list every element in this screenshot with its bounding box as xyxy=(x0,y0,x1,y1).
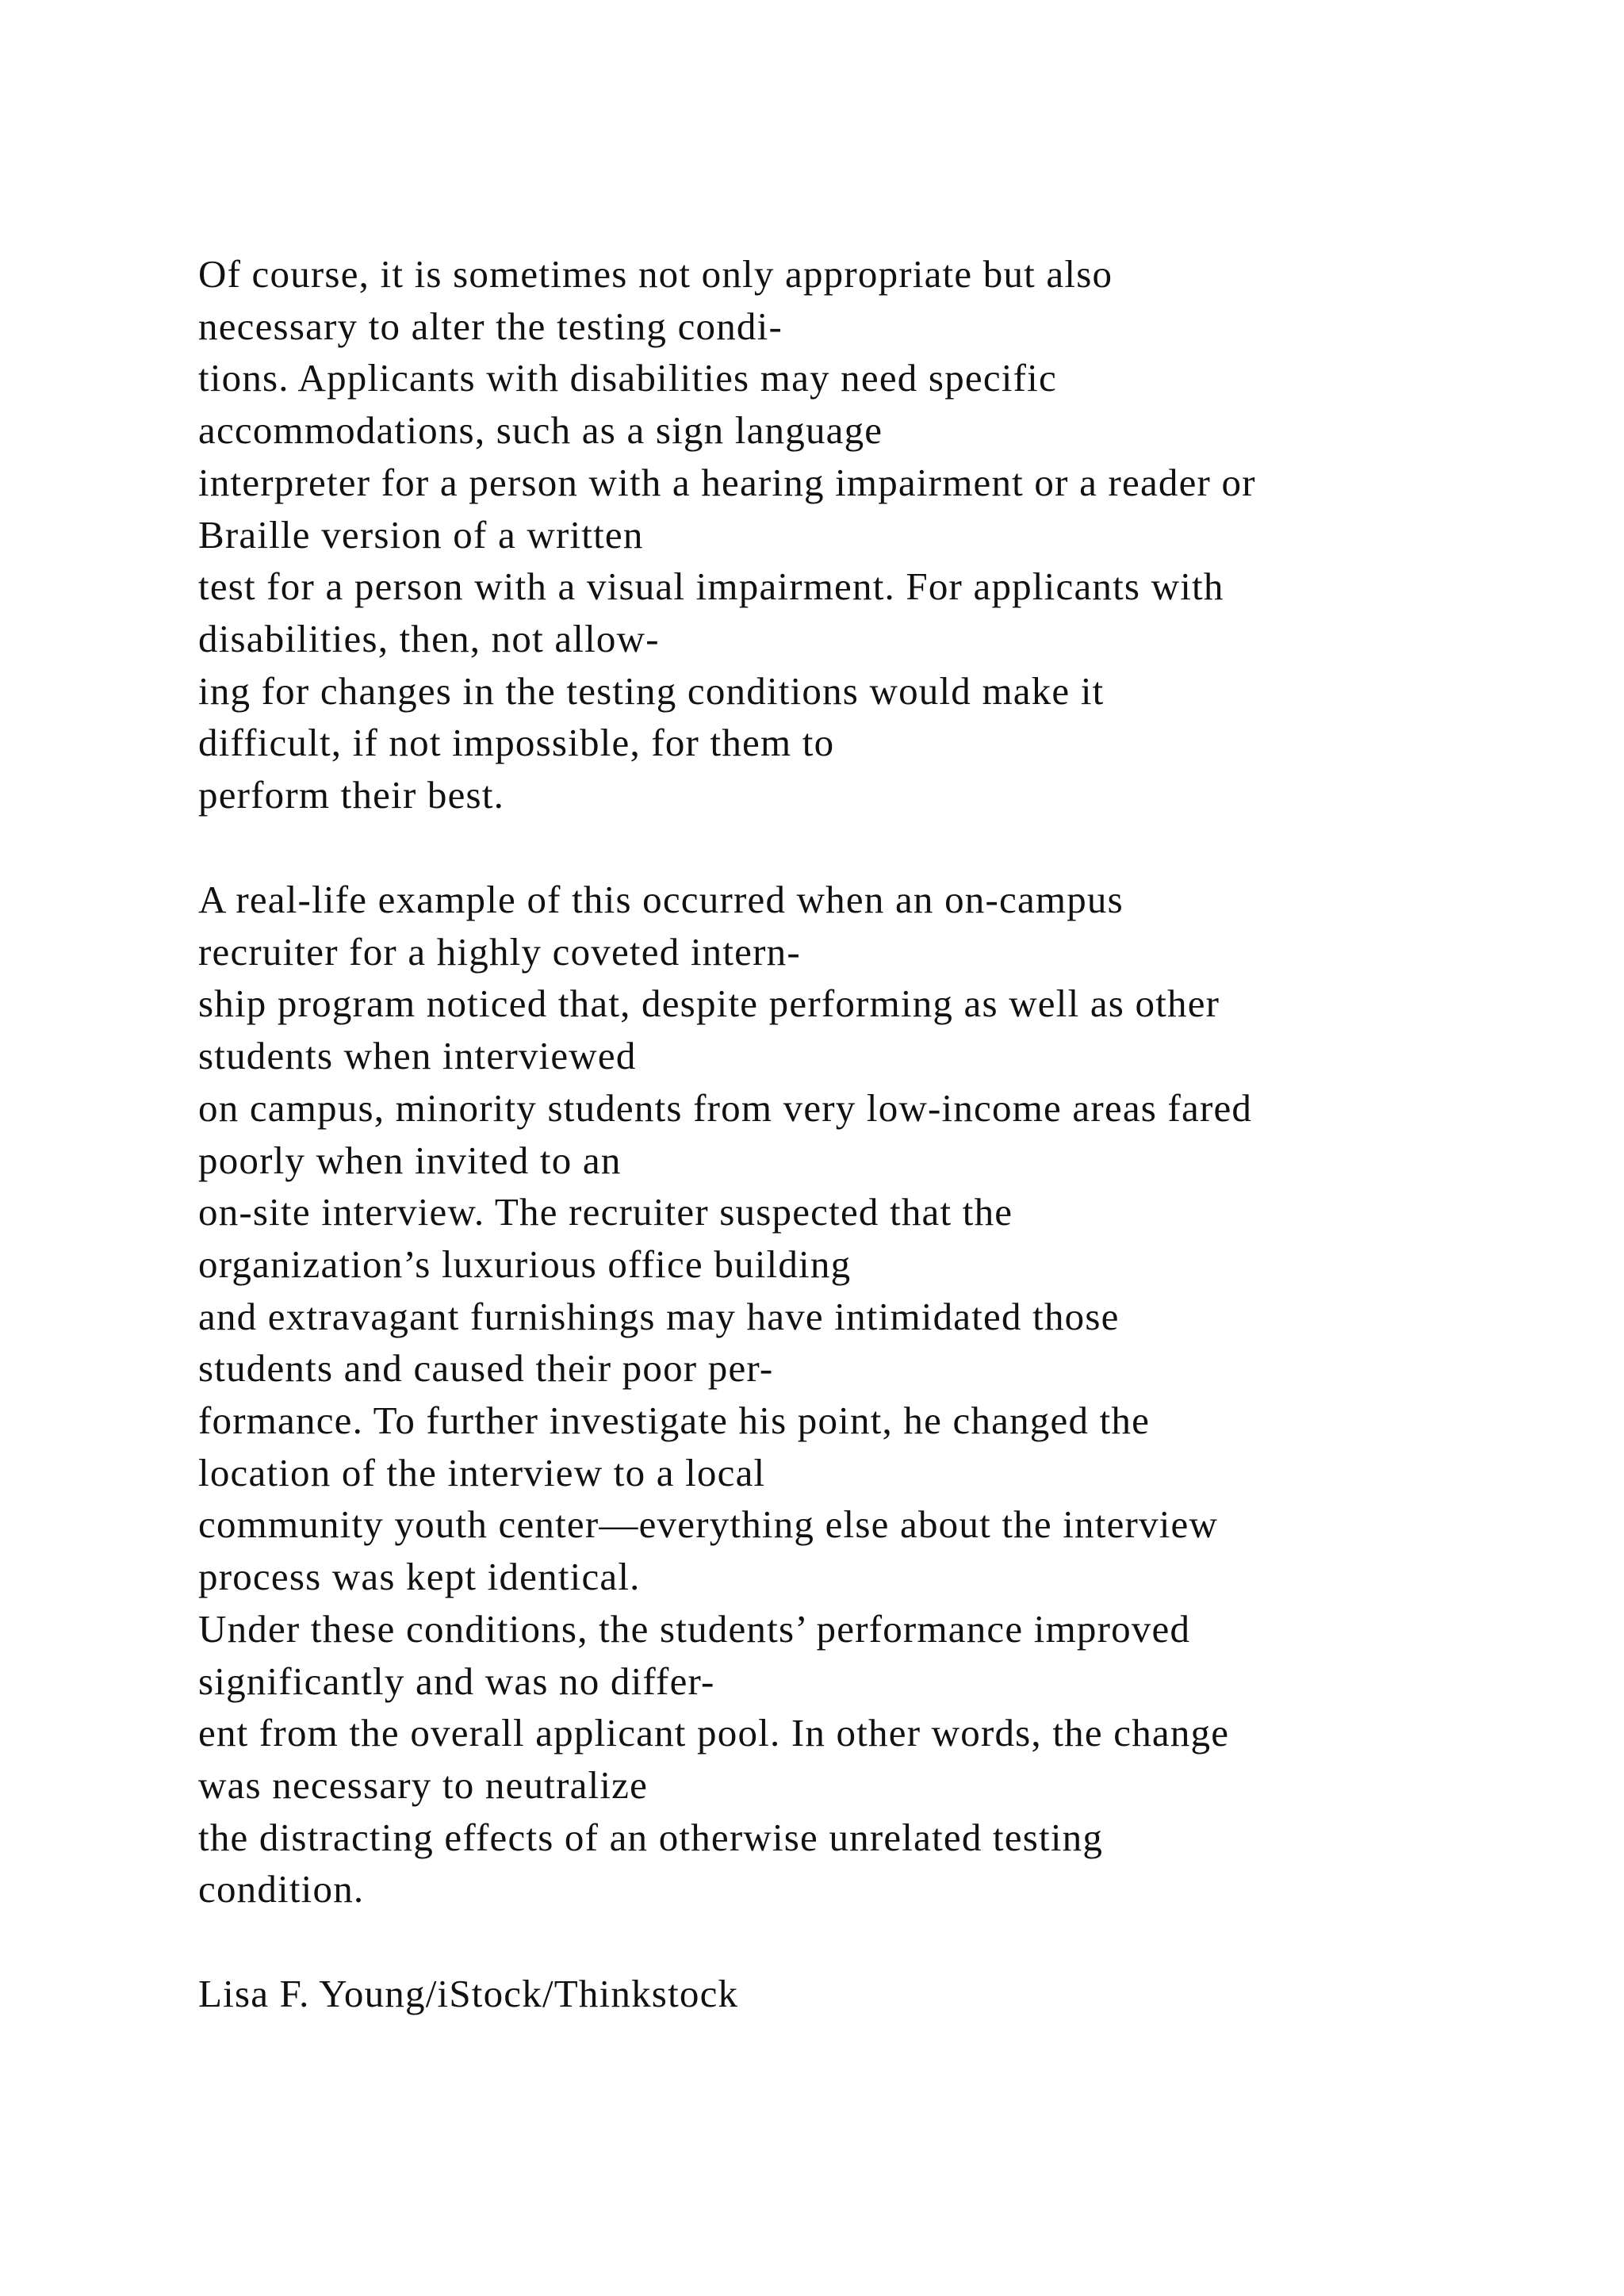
text-line: on campus, minority students from very low-income areas fared xyxy=(198,1085,1253,1130)
text-line: perform their best. xyxy=(198,773,505,817)
text-line: tions. Applicants with disabilities may need specific xyxy=(198,356,1057,400)
paragraph-testing-conditions xyxy=(198,248,1546,821)
text-line: condition. xyxy=(198,1867,365,1911)
text-line: accommodations, such as a sign language xyxy=(198,408,883,453)
text-line: location of the interview to a local xyxy=(198,1450,766,1494)
text-line: the distracting effects of an otherwise unrelated testing xyxy=(198,1815,1104,1859)
text-line: recruiter for a highly coveted intern- xyxy=(198,929,801,974)
text-line: students and caused their poor per- xyxy=(198,1346,774,1391)
image-credit xyxy=(198,1968,1546,2020)
credit-line: Lisa F. Young/iStock/Thinkstock xyxy=(198,1972,739,2015)
text-line: ing for changes in the testing conditions would make it xyxy=(198,668,1105,713)
text-line: process was kept identical. xyxy=(198,1555,641,1599)
text-line: community youth center—everything else about the interview xyxy=(198,1502,1219,1547)
text-line: Braille version of a written xyxy=(198,512,644,557)
text-line: on-site interview. The recruiter suspected that the xyxy=(198,1190,1013,1234)
text-line: test for a person with a visual impairment. For applicants with xyxy=(198,564,1224,609)
text-line: students when interviewed xyxy=(198,1034,637,1078)
text-line: organization’s luxurious office building xyxy=(198,1242,852,1286)
text-line: Of course, it is sometimes not only appropriate but also xyxy=(198,252,1113,296)
text-line: necessary to alter the testing condi- xyxy=(198,304,783,348)
text-line: A real-life example of this occurred when an on-campus xyxy=(198,878,1124,921)
text-line: disabilities, then, not allow- xyxy=(198,616,660,660)
paragraph-real-life-example xyxy=(198,874,1546,1915)
text-line: significantly and was no differ- xyxy=(198,1659,715,1703)
text-line: was necessary to neutralize xyxy=(198,1762,649,1807)
text-line: ent from the overall applicant pool. In other words, the change xyxy=(198,1711,1230,1755)
text-line: and extravagant furnishings may have intimidated those xyxy=(198,1294,1120,1338)
text-line: interpreter for a person with a hearing impairment or a reader or xyxy=(198,460,1256,504)
text-line: difficult, if not impossible, for them to xyxy=(198,721,835,765)
text-line: Under these conditions, the students’ performance improved xyxy=(198,1606,1191,1651)
text-line: poorly when invited to an xyxy=(198,1138,622,1182)
text-line: ship program noticed that, despite performing as well as other xyxy=(198,982,1220,1026)
text-line: formance. To further investigate his point, he changed the xyxy=(198,1399,1151,1443)
